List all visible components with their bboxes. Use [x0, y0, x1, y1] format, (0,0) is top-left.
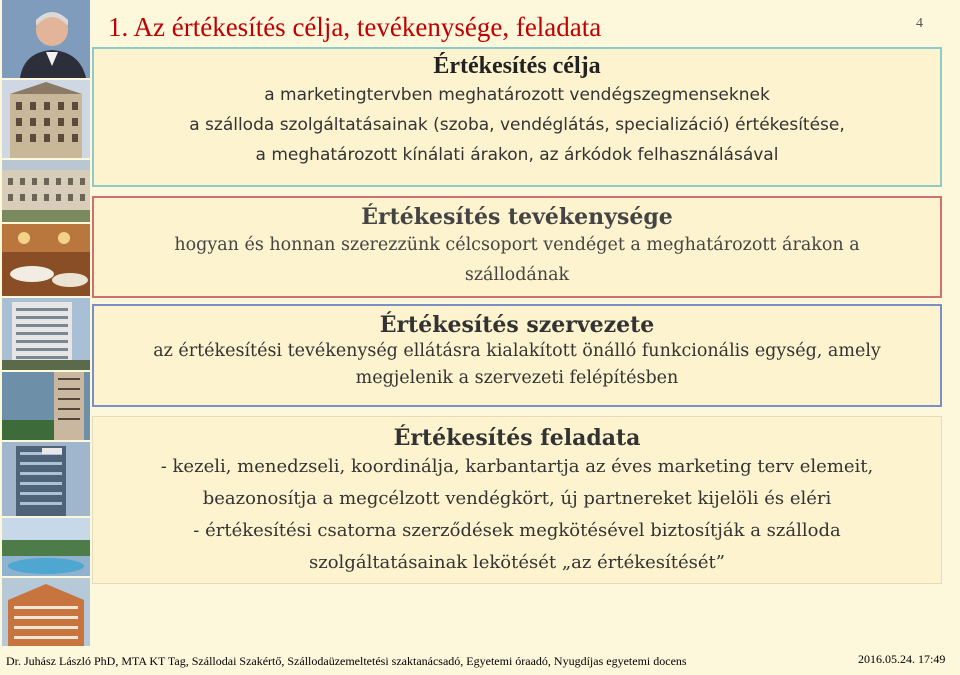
restaurant-photo [2, 224, 90, 296]
goal-box [92, 47, 942, 187]
photo-sidebar [0, 0, 92, 652]
goal-heading: Értékesítés célja [433, 53, 601, 79]
slide-title: 1. Az értékesítés célja, tevékenysége, feladata [108, 12, 602, 42]
organization-box [92, 304, 942, 407]
hotel-photo-3 [2, 298, 90, 370]
slide-number: 4 [916, 16, 923, 31]
task-line-3: - értékesítési csatorna szerződések megkötésével biztosítják a szálloda [193, 520, 841, 541]
task-line-1: - kezeli, menedzseli, koordinálja, karbantartja az éves marketing terv elemeit, [160, 456, 874, 477]
activity-line-1: hogyan és honnan szerezzünk célcsoport vendéget a meghatározott árakon a [174, 235, 860, 255]
pool-photo [2, 518, 90, 576]
activity-line-2: szállodának [464, 265, 570, 285]
activity-box [92, 196, 942, 298]
organization-line-1: az értékesítési tevékenység ellátásra kialakított önálló funkcionális egység, amely [153, 341, 881, 361]
activity-heading: Értékesítés tevékenysége [361, 204, 673, 230]
task-line-2: beazonosítja a megcélzott vendégkört, új partnereket kijelöli és eléri [202, 488, 832, 509]
footer-author: Dr. Juhász László PhD, MTA KT Tag, Szállodai Szakértő, Szállodaüzemeltetési szaktanácsadó, Egyetemi óraadó, Nyugdíjas egyetemi docens [6, 654, 687, 668]
footer-date: 2016.05.24. 17:49 [858, 652, 946, 666]
organization-heading: Értékesítés szervezete [379, 312, 655, 338]
goal-line-3: a meghatározott kínálati árakon, az árkódok felhasználásával [255, 145, 779, 165]
goal-line-2: a szálloda szolgáltatásainak (szoba, vendéglátás, specializáció) értékesítése, [189, 115, 845, 135]
task-line-4: szolgáltatásainak lekötését „az értékesítését” [309, 552, 725, 573]
goal-line-1: a marketingtervben meghatározott vendégszegmenseknek [264, 85, 770, 105]
task-box [92, 416, 942, 584]
hotel-photo-6 [2, 578, 90, 646]
hotel-photo-5 [2, 442, 90, 516]
hotel-photo-4 [2, 372, 90, 440]
task-heading: Értékesítés feladata [393, 425, 641, 451]
hotel-photo-2 [2, 160, 90, 222]
hotel-photo-1 [2, 80, 90, 158]
portrait-photo [2, 0, 90, 78]
organization-line-2: megjelenik a szervezeti felépítésben [355, 368, 679, 388]
